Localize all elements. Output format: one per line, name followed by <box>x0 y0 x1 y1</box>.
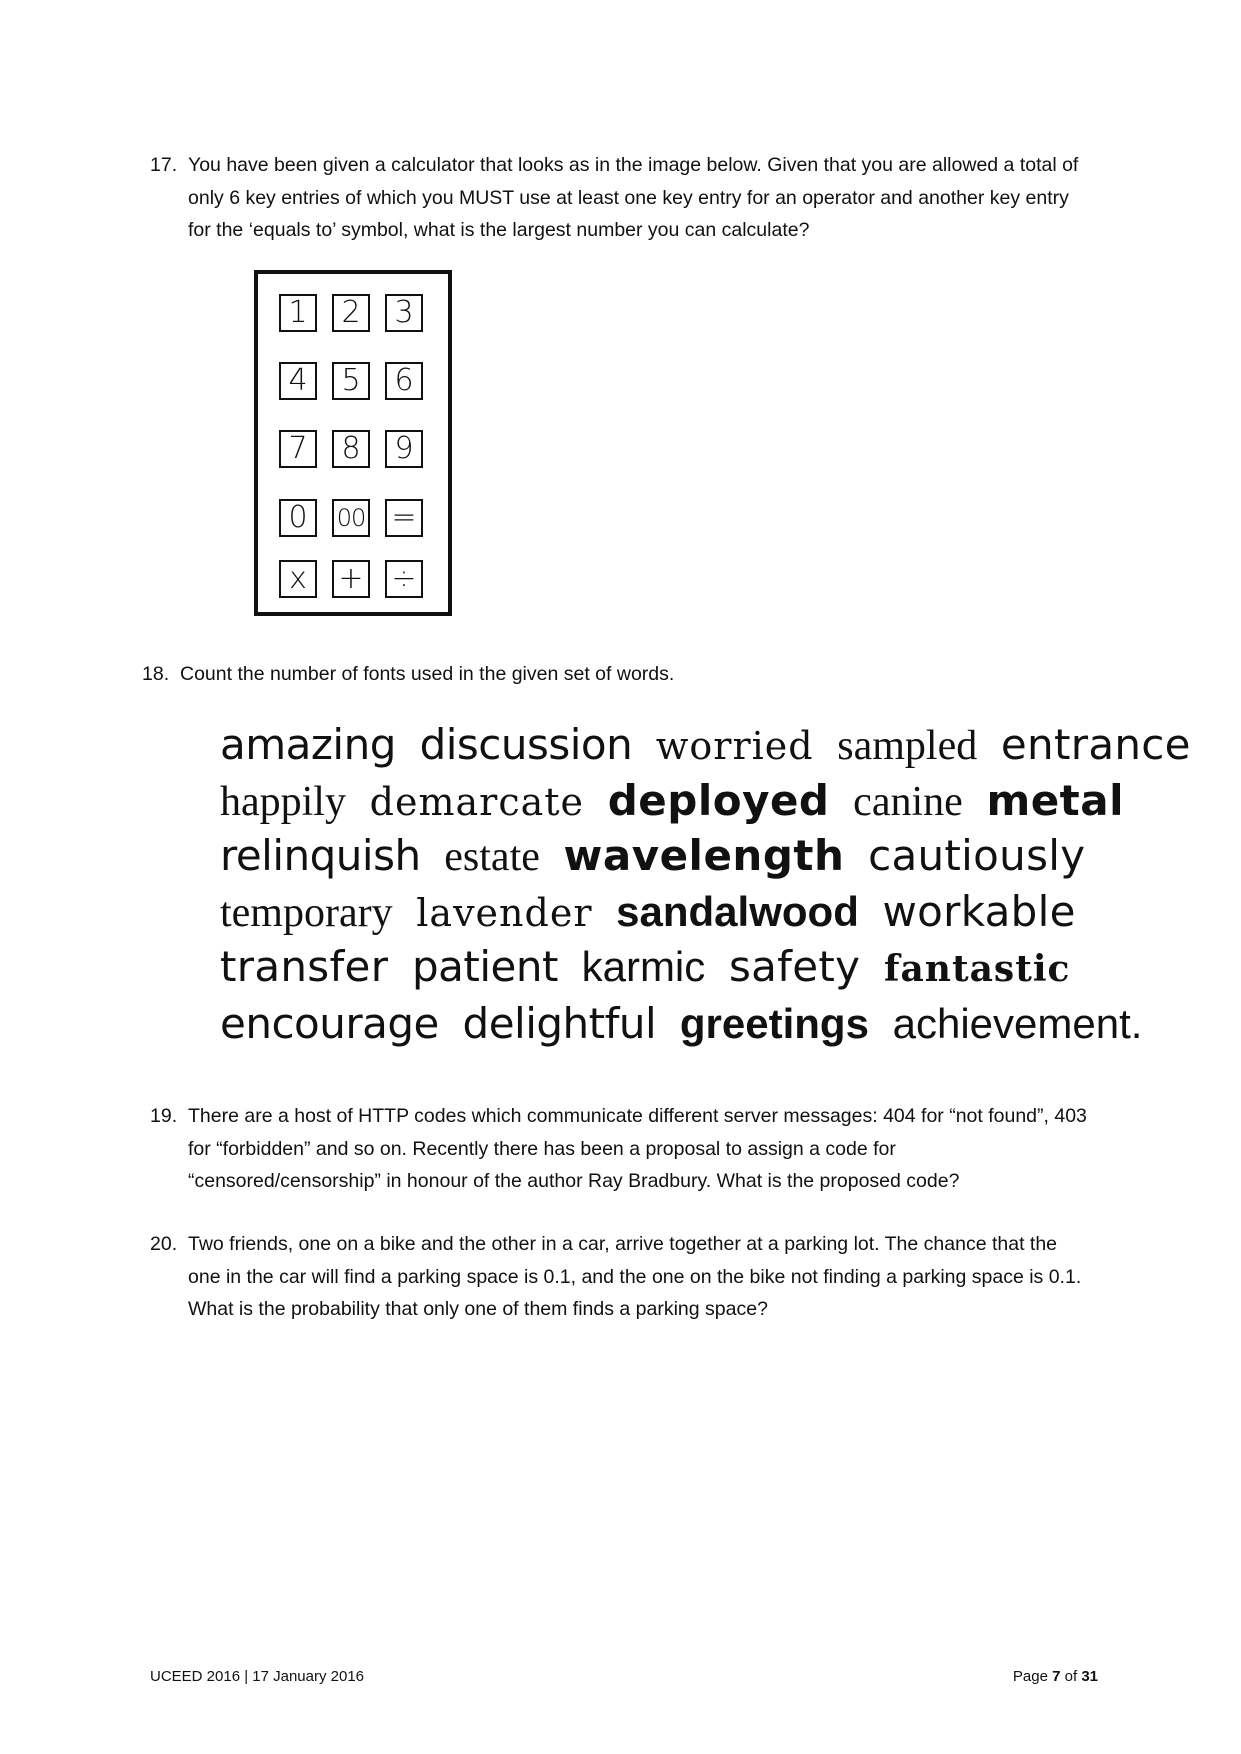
page-current: 7 <box>1052 1668 1061 1685</box>
calculator-illustration <box>254 270 452 616</box>
page-total: 31 <box>1081 1668 1098 1685</box>
question-number: 17. <box>150 154 178 176</box>
font-word: lavender <box>416 890 593 935</box>
font-word: workable <box>882 886 1076 936</box>
font-word: canine <box>853 778 963 825</box>
calculator-key: = <box>385 499 423 537</box>
font-word: estate <box>444 834 540 880</box>
calculator-key: 0 <box>279 499 317 537</box>
question-20 <box>150 1228 1090 1326</box>
question-19 <box>150 1100 1090 1198</box>
font-word: discussion <box>419 720 633 769</box>
font-word: wavelength <box>563 831 845 880</box>
font-word: safety <box>728 942 861 991</box>
question-number: 18. <box>142 663 170 685</box>
calculator-key: 6 <box>385 362 423 400</box>
font-word: patient <box>411 942 558 991</box>
font-word: transfer <box>220 942 389 991</box>
font-word: achievement. <box>892 999 1143 1047</box>
calculator-key: 1 <box>279 294 317 332</box>
calculator-key: + <box>332 560 370 598</box>
font-word: delightful <box>462 998 657 1048</box>
font-word: metal <box>986 775 1125 825</box>
page-prefix: Page <box>1012 1668 1053 1685</box>
font-words-line <box>220 885 1120 941</box>
calculator-key: 3 <box>385 294 423 332</box>
font-word: temporary <box>220 889 393 936</box>
question-number: 19. <box>150 1105 178 1127</box>
font-words-line <box>220 940 1120 997</box>
font-words-line <box>220 997 1143 1051</box>
font-words-line <box>220 829 1120 885</box>
font-word: encourage <box>220 998 439 1048</box>
font-word: happily <box>220 778 346 825</box>
calculator-key: 7 <box>279 430 317 468</box>
calculator-key: 4 <box>279 362 317 400</box>
calculator-key: 2 <box>332 294 370 332</box>
font-word: fantastic <box>883 948 1071 990</box>
font-word: deployed <box>607 775 830 825</box>
question-text: Count the number of fonts used in the given set of words. <box>180 663 675 685</box>
font-word: greetings <box>679 999 869 1047</box>
question-18 <box>142 658 1082 691</box>
font-word: sampled <box>837 723 978 769</box>
font-words-line <box>220 774 1125 830</box>
font-word: sandalwood <box>616 887 859 935</box>
question-number: 20. <box>150 1233 178 1255</box>
font-word: karmic <box>581 943 706 990</box>
page-of: of <box>1060 1668 1082 1685</box>
font-word: cautiously <box>868 831 1086 880</box>
font-word: relinquish <box>220 831 421 880</box>
question-text: Two friends, one on a bike and the other in a car, arrive together at a parking lot. The chance that the one in the car will find a parking space is 0.1, and the one on the bike not finding a parking space is 0.1. What is the probability that only one of them finds a parking space? <box>188 1233 1082 1320</box>
footer-exam-info: UCEED 2016 | 17 January 2016 <box>150 1668 365 1685</box>
font-word: entrance <box>1000 720 1191 769</box>
font-words-block <box>220 718 1191 1050</box>
font-word: worried <box>655 724 814 768</box>
calculator-key: ÷ <box>385 560 423 598</box>
font-word: demarcate <box>369 779 585 824</box>
question-17 <box>150 149 1090 247</box>
calculator-key: x <box>279 560 317 598</box>
font-word: amazing <box>220 720 396 769</box>
calculator-key: 5 <box>332 362 370 400</box>
question-text: There are a host of HTTP codes which communicate different server messages: 404 for “not found”, 403 for “forbidden” and so on. Recently there has been a proposal to assign a code for “censored/censorship” in honour of the author Ray Bradbury. What is the proposed code? <box>188 1105 1087 1192</box>
calculator-key: 00 <box>332 499 370 537</box>
calculator-key: 9 <box>385 430 423 468</box>
calculator-key: 8 <box>332 430 370 468</box>
footer-page-number <box>1013 1668 1098 1685</box>
font-words-line <box>220 718 1191 774</box>
question-text: You have been given a calculator that looks as in the image below. Given that you are allowed a total of only 6 key entries of which you MUST use at least one key entry for an operator and another key entry for the ‘equals to’ symbol, what is the largest number you can calculate? <box>188 154 1079 241</box>
